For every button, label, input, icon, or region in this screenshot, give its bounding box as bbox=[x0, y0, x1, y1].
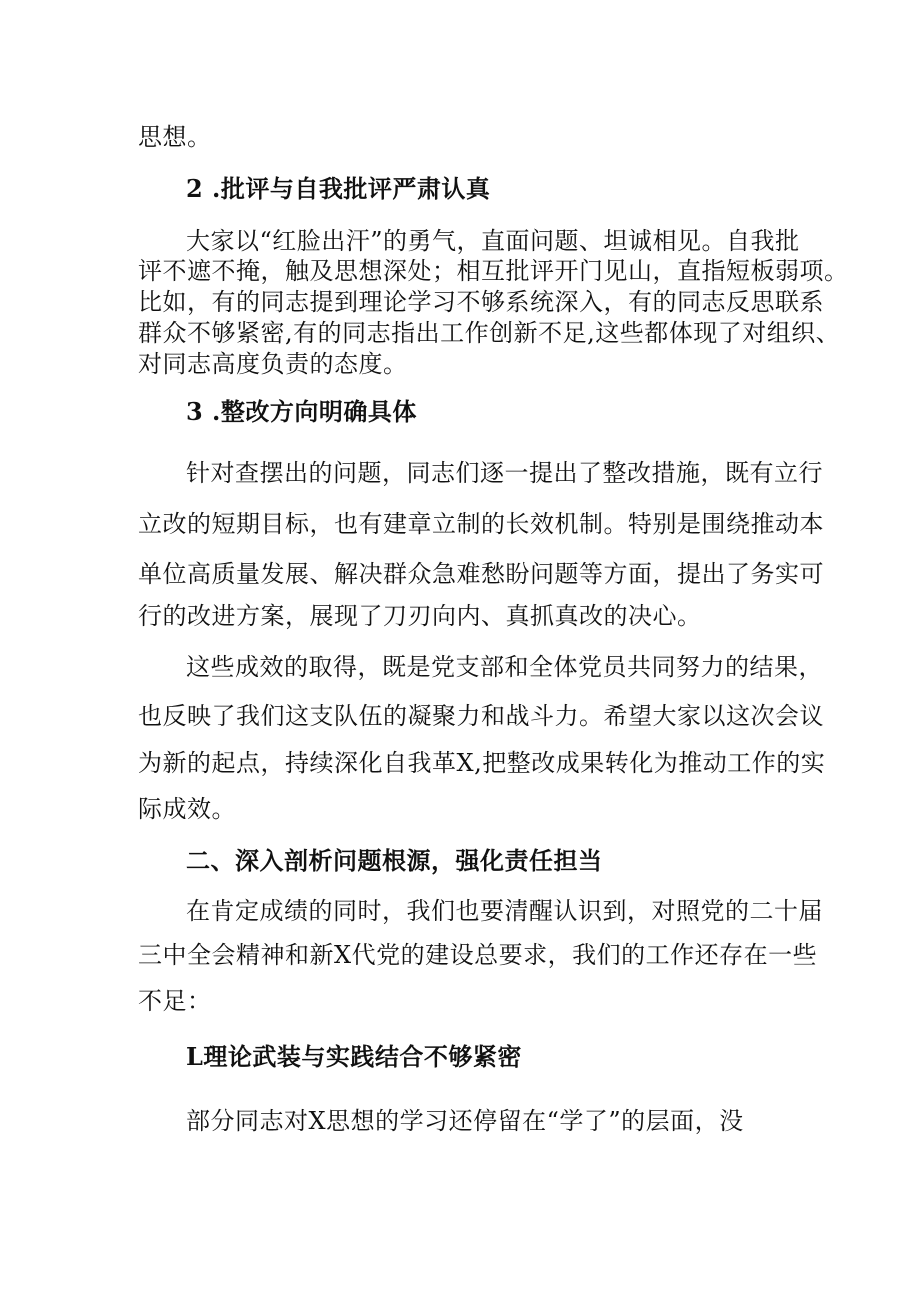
paragraph-line: 行的改进方案，展现了刀刃向内、真抓真改的决心。 bbox=[138, 602, 702, 630]
section-heading: 3 .整改方向明确具体 bbox=[186, 397, 417, 426]
paragraph-line: 为新的起点，持续深化自我革X,把整改成果转化为推动工作的实 bbox=[138, 749, 826, 777]
paragraph-line: 部分同志对X思想的学习还停留在“学了”的层面，没 bbox=[186, 1107, 744, 1135]
paragraph-line: 单位高质量发展、解决群众急难愁盼问题等方面，提出了务实可 bbox=[138, 560, 824, 588]
paragraph-line: 这些成效的取得，既是党支部和全体党员共同努力的结果， bbox=[186, 653, 823, 681]
paragraph-line: 思想。 bbox=[138, 123, 212, 151]
section-heading: 二、深入剖析问题根源，强化责任担当 bbox=[186, 846, 603, 875]
section-heading: L理论武装与实践结合不够紧密 bbox=[186, 1042, 522, 1071]
paragraph-line: 对同志高度负责的态度。 bbox=[138, 350, 408, 378]
paragraph-line: 针对查摆出的问题，同志们逐一提出了整改措施，既有立行 bbox=[186, 459, 823, 487]
paragraph-line: 际成效。 bbox=[138, 795, 236, 823]
paragraph-line: 在肯定成绩的同时，我们也要清醒认识到，对照党的二十届 bbox=[186, 897, 823, 925]
paragraph-line: 不足： bbox=[138, 987, 212, 1015]
paragraph-line: 比如，有的同志提到理论学习不够系统深入，有的同志反思联系 bbox=[138, 288, 824, 316]
paragraph-line: 评不遮不掩，触及思想深处；相互批评开门见山，直指短板弱项。 bbox=[138, 257, 849, 285]
paragraph-line: 立改的短期目标，也有建章立制的长效机制。特别是围绕推动本 bbox=[138, 510, 824, 538]
paragraph-line: 群众不够紧密,有的同志指出工作创新不足,这些都体现了对组织、 bbox=[138, 319, 841, 347]
section-heading: 2 .批评与自我批评严肃认真 bbox=[186, 174, 491, 203]
paragraph-line: 三中全会精神和新X代党的建设总要求，我们的工作还存在一些 bbox=[138, 941, 818, 969]
paragraph-line: 也反映了我们这支队伍的凝聚力和战斗力。希望大家以这次会议 bbox=[138, 702, 824, 730]
paragraph-line: 大家以“红脸出汗”的勇气，直面问题、坦诚相见。自我批 bbox=[186, 227, 800, 255]
